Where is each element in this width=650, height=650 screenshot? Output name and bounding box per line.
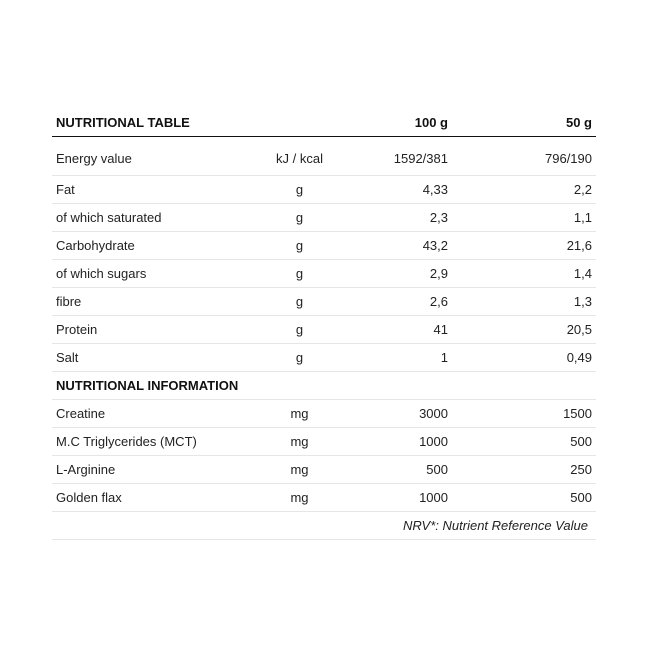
table-row <box>52 344 596 372</box>
nutrition-table <box>52 108 596 540</box>
ingredient-per50: 1500 <box>452 400 596 428</box>
nutrition-table-container <box>52 108 596 540</box>
nutrient-per100: 1592/381 <box>352 137 452 176</box>
nutrient-unit: g <box>247 288 352 316</box>
table-row <box>52 456 596 484</box>
nutrient-unit: kJ / kcal <box>247 137 352 176</box>
nutrient-per50: 21,6 <box>452 232 596 260</box>
nutrient-name: Carbohydrate <box>52 232 247 260</box>
header-100g: 100 g <box>352 108 452 137</box>
nutrient-per100: 2,9 <box>352 260 452 288</box>
table-row <box>52 316 596 344</box>
ingredient-name: Creatine <box>52 400 247 428</box>
table-row <box>52 428 596 456</box>
nutrient-per100: 4,33 <box>352 176 452 204</box>
ingredient-per100: 500 <box>352 456 452 484</box>
table-header <box>52 108 596 137</box>
nutrient-unit: g <box>247 260 352 288</box>
table-row <box>52 288 596 316</box>
ingredient-per50: 500 <box>452 428 596 456</box>
table-row <box>52 176 596 204</box>
nutrient-name: Protein <box>52 316 247 344</box>
ingredient-unit: mg <box>247 484 352 512</box>
table-row <box>52 137 596 176</box>
footnote: NRV*: Nutrient Reference Value <box>52 512 596 540</box>
nutrient-per50: 2,2 <box>452 176 596 204</box>
nutrient-name: fibre <box>52 288 247 316</box>
nutrient-per50: 1,4 <box>452 260 596 288</box>
ingredient-per100: 1000 <box>352 428 452 456</box>
header-unit-cell <box>247 108 352 137</box>
nutrient-name: of which saturated <box>52 204 247 232</box>
ingredient-unit: mg <box>247 428 352 456</box>
nutrient-unit: g <box>247 344 352 372</box>
ingredient-per50: 250 <box>452 456 596 484</box>
ingredient-unit: mg <box>247 400 352 428</box>
header-row <box>52 108 596 137</box>
table-title: NUTRITIONAL TABLE <box>52 108 247 137</box>
table-row <box>52 204 596 232</box>
nutrient-per50: 1,3 <box>452 288 596 316</box>
section-title: NUTRITIONAL INFORMATION <box>52 372 596 400</box>
nutrient-per100: 41 <box>352 316 452 344</box>
ingredient-name: M.C Triglycerides (MCT) <box>52 428 247 456</box>
nutrient-name: Salt <box>52 344 247 372</box>
header-50g: 50 g <box>452 108 596 137</box>
table-row <box>52 260 596 288</box>
nutrient-unit: g <box>247 316 352 344</box>
ingredient-per50: 500 <box>452 484 596 512</box>
nutrient-per100: 2,3 <box>352 204 452 232</box>
section-header-row <box>52 372 596 400</box>
nutrient-unit: g <box>247 232 352 260</box>
nutrient-unit: g <box>247 176 352 204</box>
footnote-row <box>52 512 596 540</box>
nutrient-name: of which sugars <box>52 260 247 288</box>
table-body <box>52 137 596 540</box>
ingredient-per100: 1000 <box>352 484 452 512</box>
ingredient-unit: mg <box>247 456 352 484</box>
ingredient-name: Golden flax <box>52 484 247 512</box>
nutrient-per100: 1 <box>352 344 452 372</box>
nutrient-per100: 43,2 <box>352 232 452 260</box>
table-row <box>52 232 596 260</box>
nutrient-per100: 2,6 <box>352 288 452 316</box>
nutrient-per50: 1,1 <box>452 204 596 232</box>
nutrient-name: Energy value <box>52 137 247 176</box>
table-row <box>52 484 596 512</box>
ingredient-per100: 3000 <box>352 400 452 428</box>
nutrient-per50: 20,5 <box>452 316 596 344</box>
ingredient-name: L-Arginine <box>52 456 247 484</box>
nutrient-per50: 0,49 <box>452 344 596 372</box>
nutrient-per50: 796/190 <box>452 137 596 176</box>
nutrient-name: Fat <box>52 176 247 204</box>
table-row <box>52 400 596 428</box>
nutrient-unit: g <box>247 204 352 232</box>
